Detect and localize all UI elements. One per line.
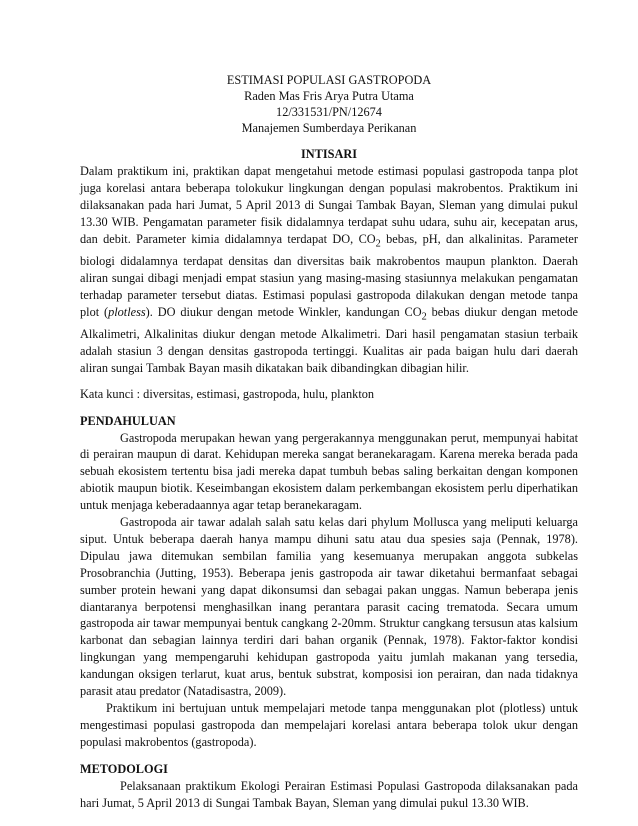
- methodology-heading: METODOLOGI: [80, 761, 168, 776]
- introduction-paragraph-3: Praktikum ini bertujuan untuk mempelajari metode tanpa menggunakan plot (plotless) untuk mengestimasi populasi gastropoda dan mempelajari korelasi antara beberapa tolok ukur dengan populasi makrobentos (gastropoda).: [80, 701, 578, 749]
- paper-title: ESTIMASI POPULASI GASTROPODA: [226, 73, 432, 87]
- student-id: 12/331531/PN/12674: [276, 105, 382, 119]
- keywords: Kata kunci : diversitas, estimasi, gastropoda, hulu, plankton: [80, 386, 375, 401]
- abstract-heading: INTISARI: [300, 147, 358, 161]
- title-block: [80, 72, 578, 136]
- department: Manajemen Sumberdaya Perikanan: [241, 121, 417, 135]
- introduction-paragraph-1: Gastropoda merupakan hewan yang pergerakannya menggunakan perut, mempunyai habitat di perairan maupun di darat. Kehidupan mereka sangat beranekaragam. Karena mereka berada pada sebuah ekosistem tertentu bisa jadi mereka dapat tumbuh bebas saling berkaitan dengan komponen abiotik maupun biotik. Keseimbangan ekosistem dalam perkembangan ekosistem perlu diperhatikan untuk menjaga keberadaannya agar tetap beranekaragam.: [80, 430, 578, 513]
- abstract-paragraph: Dalam praktikum ini, praktikan dapat mengetahui metode estimasi populasi gastropoda tanpa plot juga korelasi antara beberapa tolokukur lingkungan dengan populasi makrobentos. Praktikum ini dilaksanakan pada hari Jumat, 5 April 2013 di Sungai Tambak Bayan, Sleman yang dimulai pukul 13.30 WIB. Pengamatan parameter fisik didalamnya terdapat suhu udara, suhu air, kecepatan arus, dan debit. Parameter kimia didalamnya terdapat DO, $CO_2$ bebas, pH, dan alkalinitas. Parameter biologi didalamnya terdapat densitas dan diversitas baik makrobentos maupun plankton. Daerah aliran sungai dibagi menjadi empat stasiun yang masing-masing stasiunnya melakukan pengamatan terhadap parameter tersebut diatas. Estimasi populasi gastropoda dilakukan dengan metode tanpa plot (plotless). DO diukur dengan metode Winkler, kandungan $CO_2$ bebas diukur dengan metode Alkalimetri, Alkalinitas diukur dengan metode Alkalimetri. Dari hasil pengamatan stasiun terbaik adalah stasiun 3 dengan densitas gastropoda tertinggi. Kualitas air pada baigan hulu dari daerah aliran sungai Tambak Bayan masih dikatakan baik dibandingkan dibagian hilir.: [80, 163, 578, 375]
- introduction-paragraph-2: Gastropoda air tawar adalah salah satu kelas dari phylum Mollusca yang meliputi keluarga siput. Untuk beberapa daerah hanya mampu dihuni satu atau dua spesies saja (Pennak, 1978). Dipulau jawa ditemukan sembilan familia yang kesemuanya merupakan anggota subkelas Prosobranchia (Jutting, 1953). Beberapa jenis gastropoda air tawar diketahui bermanfaat sebagai sumber protein hewani yang dapat dikonsumsi dan sebagai pakan unggas. Namun beberapa jenis diantaranya berpotensi menghasilkan inang perantara parasit cacing trematoda. Secara umum gastropoda air tawar mempunyai bentuk cangkang 2-20mm. Struktur cangkang tersusun atas kalsium karbonat dan sebagian lainnya terdiri dari bahan organik (Pennak, 1978). Faktor-faktor kondisi lingkungan yang mempengaruhi kehidupan gastropoda yaitu jumlah makanan yang tersedia, kandungan oksigen terlarut, kuat arus, bentuk substrat, komposisi ion perairan, dan nada tidaknya parasit atau predator (Natadisastra, 2009).: [80, 515, 578, 699]
- author-name: Raden Mas Fris Arya Putra Utama: [244, 89, 414, 103]
- introduction-heading: PENDAHULUAN: [80, 413, 176, 428]
- methodology-paragraph-1: Pelaksanaan praktikum Ekologi Perairan Estimasi Populasi Gastropoda dilaksanakan pada hari Jumat, 5 April 2013 di Sungai Tambak Bayan, Sleman yang dimulai pukul 13.30 WIB.: [80, 778, 578, 810]
